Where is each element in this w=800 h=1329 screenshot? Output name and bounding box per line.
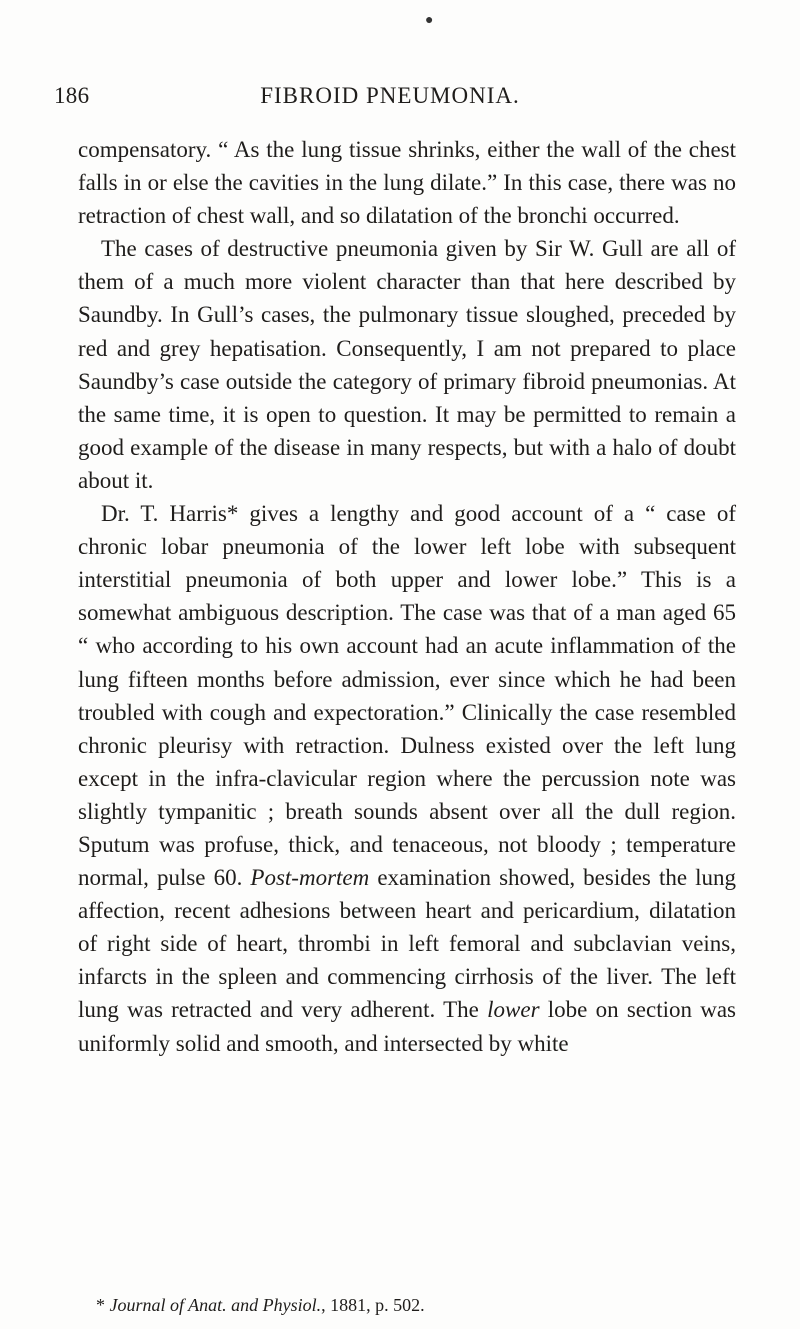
author-name: Dr. T. Harris [101, 501, 227, 527]
body-text [78, 133, 736, 1060]
paragraph-text: * gives a lengthy and good account of a “ case of chronic lobar pneumonia of the lower left lobe with subsequent interstitial pneumonia of both upper and lower lobe.” This is a somewhat ambiguous description. The case was that of a man aged 65 “ who according to his own account had an acute inflammation of the lung fifteen months before admission, ever since which he had been troubled with cough and expectoration.” Clinically the case resembled chronic pleurisy with retraction. Dulness existed over the left lung except in the infra-clavicular region where the percussion note was slightly tympanitic ; breath sounds absent over all the dull region. Sputum was profuse, thick, and tenaceous, not bloody ; temperature normal, pulse 60. [78, 501, 736, 891]
footnote-citation: , 1881, p. 502. [321, 1295, 425, 1315]
footnote-marker: * [96, 1295, 110, 1315]
footnote-journal: Journal of Anat. and Physiol. [109, 1295, 322, 1315]
print-mark: ● [425, 13, 434, 28]
footnote [96, 1294, 736, 1316]
paragraph: The cases of destructive pneumonia given by Sir W. Gull are all of them of a much more violent character than that here described by Saundby. In Gull’s cases, the pulmonary tissue sloughed, preceded by red and grey hepatisation. Consequently, I am not prepared to place Saundby’s case outside the category of primary fibroid pneumonias. At the same time, it is open to question. It may be permitted to remain a good example of the disease in many respects, but with a halo of doubt about it. [78, 236, 736, 493]
paragraph: compensatory. “ As the lung tissue shrinks, either the wall of the chest falls in or else the cavities in the lung dilate.” In this case, there was no retraction of chest wall, and so dilatation of the bronchi occurred. [78, 137, 736, 229]
paragraph [78, 497, 736, 1060]
page-number: 186 [54, 83, 90, 108]
running-title: FIBROID PNEUMONIA. [260, 83, 520, 108]
page-header [54, 83, 726, 113]
paragraph-text: lobe on section was uniformly solid and smooth, and intersected by white [78, 997, 737, 1056]
paragraph-text: examination showed, besides the lung affection, recent adhesions between heart and pericardium, dilatation of right side of heart, thrombi in left femoral and subclavian veins, infarcts in the spleen and commencing cirrhosis of the liver. The left lung was retracted and very adherent. The [78, 865, 737, 1023]
italic-term: lower [487, 997, 540, 1023]
italic-term: Post-mortem [250, 865, 370, 891]
